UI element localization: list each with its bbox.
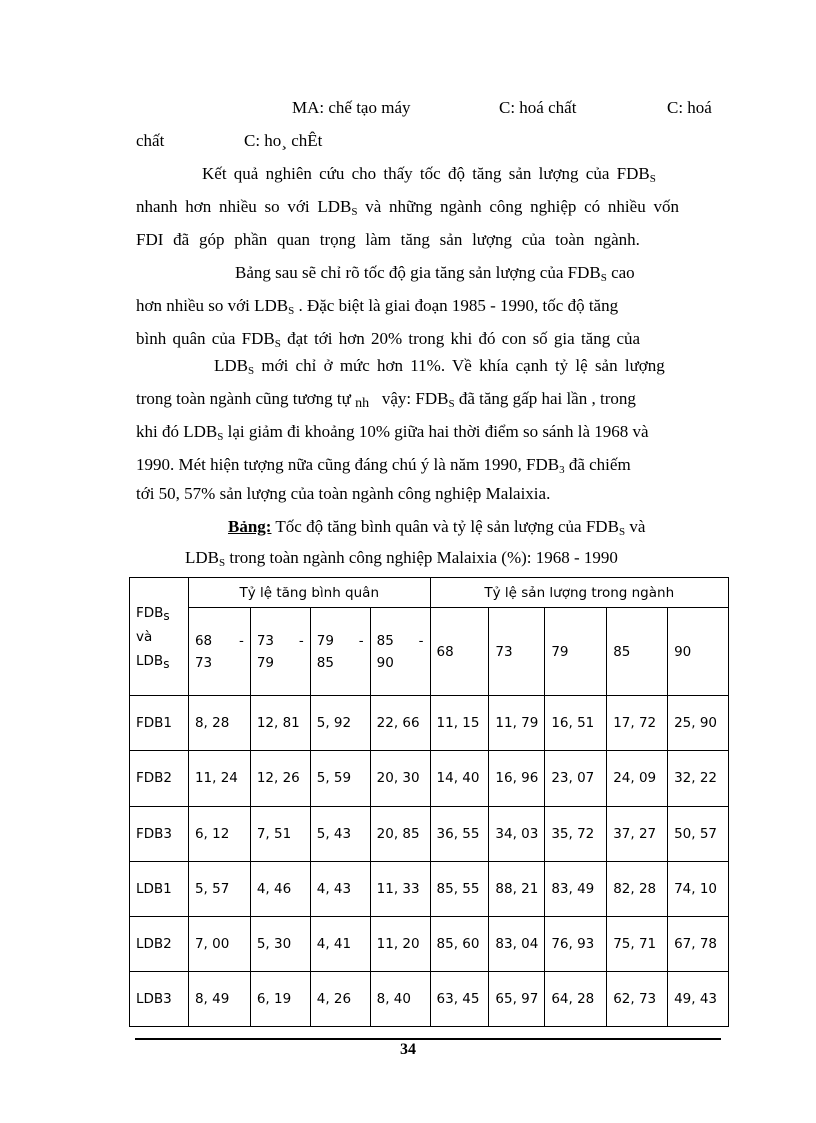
table-row: [130, 806, 729, 861]
table-cell: 24, 09: [607, 751, 668, 806]
table-row: [130, 751, 729, 806]
text-c1: C: hoá chất: [499, 98, 577, 117]
table-caption-line1: Bảng: Tốc độ tăng bình quân và tỷ lệ sản lượng của $FDB_S$ và: [228, 517, 646, 538]
table-cell: 75, 71: [607, 916, 668, 971]
para2-line8: tới 50, 57% sản lượng của toàn ngành công nghiệp Malaixia.: [136, 484, 551, 503]
table-cell: 83, 04: [489, 916, 545, 971]
table-cell: 82, 28: [607, 861, 668, 916]
table-cell: 8, 49: [188, 971, 250, 1026]
table-row: [130, 916, 729, 971]
table-cell: 20, 85: [370, 806, 430, 861]
table-cell: 14, 40: [430, 751, 489, 806]
table-cell: 16, 96: [489, 751, 545, 806]
text-ma: MA: chế tạo máy: [292, 98, 411, 117]
row-label: LDB1: [130, 861, 189, 916]
table-cell: 74, 10: [668, 861, 729, 916]
table-cell: 4, 43: [310, 861, 370, 916]
row-label: LDB2: [130, 916, 189, 971]
table-cell: 11, 33: [370, 861, 430, 916]
table-cell: 35, 72: [545, 806, 607, 861]
table-cell: 37, 27: [607, 806, 668, 861]
year-header: 68: [430, 608, 489, 696]
table-cell: 7, 00: [188, 916, 250, 971]
header-output-share: Tỷ lệ sản lượng trong ngành: [430, 578, 728, 608]
table-cell: 65, 97: [489, 971, 545, 1026]
table-cell: 85, 55: [430, 861, 489, 916]
para1-line3: FDI đã góp phần quan trọng làm tăng sản lượng của toàn ngành.: [136, 230, 640, 249]
row-label: FDB3: [130, 806, 189, 861]
header-growth-rate: Tỷ lệ tăng bình quân: [188, 578, 430, 608]
row-label: LDB3: [130, 971, 189, 1026]
para2-line3: bình quân của $FDB_S$ đạt tới hơn 20% trong khi đó con số gia tăng của: [136, 329, 641, 350]
para2-line5: trong toàn ngành cũng tương tự nh vậy: $FDB_S$ đã tăng gấp hai lần , trong: [136, 389, 636, 411]
table-cell: 12, 81: [250, 696, 310, 751]
table-cell: 11, 20: [370, 916, 430, 971]
table-cell: 76, 93: [545, 916, 607, 971]
year-header: 73: [489, 608, 545, 696]
range-header: 85 - 90: [370, 608, 430, 696]
table-cell: 5, 92: [310, 696, 370, 751]
table-cell: 32, 22: [668, 751, 729, 806]
year-header: 85: [607, 608, 668, 696]
text-chat: chất: [136, 131, 165, 150]
range-header: 68 - 73: [188, 608, 250, 696]
table-cell: 11, 79: [489, 696, 545, 751]
table-cell: 17, 72: [607, 696, 668, 751]
year-header: 79: [545, 608, 607, 696]
para2-line1: Bảng sau sẽ chỉ rõ tốc độ gia tăng sản lượng của $FDB_S$ cao: [235, 263, 635, 284]
table-row: [130, 696, 729, 751]
para1-line2: nhanh hơn nhiều so với $LDB_S$ và những ngành công nghiệp có nhiều vốn: [136, 197, 679, 218]
year-header: 90: [668, 608, 729, 696]
table-cell: 11, 15: [430, 696, 489, 751]
data-table: [129, 577, 729, 1027]
table-cell: 64, 28: [545, 971, 607, 1026]
table-cell: 5, 57: [188, 861, 250, 916]
table-cell: 5, 30: [250, 916, 310, 971]
table-cell: 20, 30: [370, 751, 430, 806]
table-cell: 4, 46: [250, 861, 310, 916]
footer-rule: [135, 1038, 721, 1040]
row-label: FDB1: [130, 696, 189, 751]
table-cell: 6, 19: [250, 971, 310, 1026]
table-cell: 16, 51: [545, 696, 607, 751]
table-cell: 83, 49: [545, 861, 607, 916]
table-cell: 11, 24: [188, 751, 250, 806]
table-cell: 25, 90: [668, 696, 729, 751]
table-cell: 22, 66: [370, 696, 430, 751]
table-cell: 4, 26: [310, 971, 370, 1026]
table-cell: 6, 12: [188, 806, 250, 861]
table-cell: 5, 59: [310, 751, 370, 806]
table-cell: 8, 40: [370, 971, 430, 1026]
table-cell: 88, 21: [489, 861, 545, 916]
table-row: [130, 971, 729, 1026]
para2-line2: hơn nhiều so với $LDB_S$ . Đặc biệt là giai đoạn 1985 - 1990, tốc độ tăng: [136, 296, 619, 317]
table-cell: 63, 45: [430, 971, 489, 1026]
table-cell: 5, 43: [310, 806, 370, 861]
table-corner-cell: $FDB_s$ và $LDB_s$: [130, 578, 189, 696]
para2-line7: 1990. Mét hiện tượng nữa cũng đáng chú ý là năm 1990, $FDB_3$ đã chiếm: [136, 455, 631, 476]
table-cell: 4, 41: [310, 916, 370, 971]
table-cell: 7, 51: [250, 806, 310, 861]
table-cell: 23, 07: [545, 751, 607, 806]
text-garbled: C: ho¸ chÊt: [244, 131, 323, 150]
table-cell: 67, 78: [668, 916, 729, 971]
table-cell: 85, 60: [430, 916, 489, 971]
range-header: 79 - 85: [310, 608, 370, 696]
range-header: 73 - 79: [250, 608, 310, 696]
table-row: [130, 861, 729, 916]
para1-line1: Kết quả nghiên cứu cho thấy tốc độ tăng sản lượng của $FDB_S$: [202, 164, 656, 185]
table-cell: 34, 03: [489, 806, 545, 861]
para2-line4: $LDB_S$ mới chỉ ở mức hơn 11%. Về khía cạnh tỷ lệ sản lượng: [214, 356, 665, 377]
table-cell: 50, 57: [668, 806, 729, 861]
table-cell: 49, 43: [668, 971, 729, 1026]
table-cell: 12, 26: [250, 751, 310, 806]
row-label: FDB2: [130, 751, 189, 806]
text-c2: C: hoá: [667, 98, 712, 117]
table-cell: 36, 55: [430, 806, 489, 861]
page-number: 34: [400, 1041, 416, 1058]
table-cell: 62, 73: [607, 971, 668, 1026]
table-caption-line2: $LDB_S$ trong toàn ngành công nghiệp Malaixia (%): 1968 - 1990: [185, 548, 618, 569]
table-cell: 8, 28: [188, 696, 250, 751]
para2-line6: khi đó $LDB_S$ lại giảm đi khoảng 10% giữa hai thời điểm so sánh là 1968 và: [136, 422, 649, 443]
